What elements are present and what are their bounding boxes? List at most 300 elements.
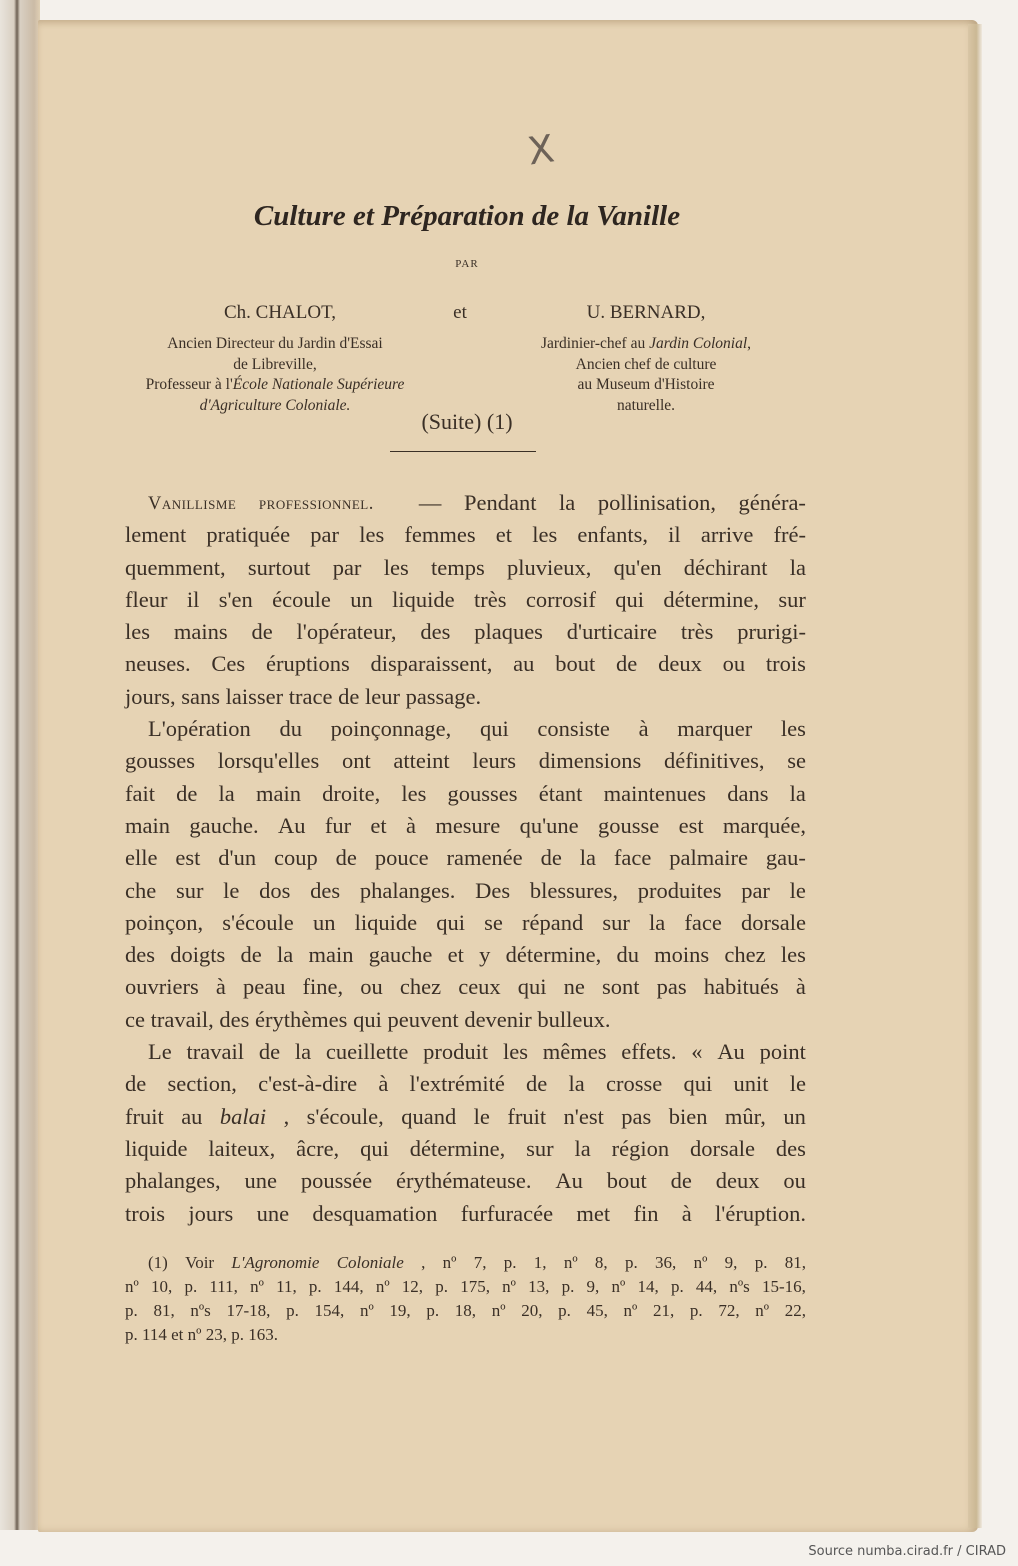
footnote_lines-line [125,1251,806,1275]
word: phalanges. [359,877,456,903]
word: au [513,651,535,677]
word: sur [526,1135,554,1161]
word: pluvieux, [507,554,592,580]
body_lines-line [125,681,806,713]
word: bout [606,1168,647,1194]
word: fait [125,780,155,806]
word: deux [715,1168,760,1194]
body_lines-line [125,648,806,680]
word: chez [724,942,766,968]
word: dans [727,780,769,806]
word: p. [125,1301,138,1320]
word: l'opérateur, [296,619,397,645]
word: des [775,1135,806,1161]
word: Au [555,1168,583,1194]
affiliation-line: naturelle. [616,396,676,414]
word: lement [125,522,187,548]
word: la [789,554,806,580]
word: — [418,490,442,515]
word: n'est [563,1103,604,1129]
word: ne [563,974,585,1000]
word: main [255,780,301,806]
word: les [125,619,150,645]
word: les [359,522,385,548]
word: ce [125,1006,151,1032]
body_lines-line [125,907,806,939]
word: 81, [784,1253,806,1272]
word: sur [175,877,204,903]
word: prurigi- [737,619,806,645]
word: le [789,877,806,903]
word: p. [624,1253,638,1272]
word: deux [658,651,702,677]
word: de [240,942,262,968]
page-edge [968,24,982,1528]
word: il [186,586,200,612]
word: et [447,942,464,968]
word: gousses [125,748,196,774]
word: chez [399,974,442,1000]
word: L'opération [148,716,251,742]
word: p. [308,1277,322,1296]
word: ou [360,974,383,1000]
word: temps [430,554,485,580]
affiliation-line: au Museum d'Histoire [577,376,715,393]
word: la [574,1135,591,1161]
word: le [223,877,240,903]
word: jours [188,1200,234,1226]
body_lines-line [125,519,806,551]
footnote_lines-line [125,1275,806,1299]
word: à [681,1200,692,1226]
word: travail, [150,1006,220,1032]
word: che [125,877,157,903]
word: très [474,586,507,612]
word: qui [436,909,465,935]
word: 7, [473,1253,487,1272]
word: âcre, [296,1135,340,1161]
affiliation-line: de Libreville, [233,355,317,373]
word: dos [259,877,291,903]
word: Coloniale [336,1253,404,1272]
word: 21, [652,1301,675,1320]
word: liquide [354,909,418,935]
word: par [741,877,770,903]
word: ramenée [446,845,523,871]
word: nº [611,1277,626,1296]
word: liquide [392,586,455,612]
source-credit: Source numba.cirad.fr / CIRAD [808,1544,1006,1559]
word: nº [693,1253,708,1272]
word: 72, [718,1301,740,1320]
word: nºs [190,1301,211,1320]
word: les [780,716,806,742]
word: travail [186,1039,245,1065]
word: 15-16, [761,1277,806,1296]
book-binding-edge [0,0,40,1530]
word: de [258,1039,281,1065]
word: qui [479,716,509,742]
word: habitués [703,974,779,1000]
word: surtout [247,554,311,580]
word: fré- [773,522,806,548]
author-2-name [496,302,796,324]
word: 36, [655,1253,677,1272]
word: 45, [586,1301,608,1320]
body_lines-line [125,842,806,874]
word: Vanillisme [148,493,237,513]
body_lines-line [125,584,806,616]
footnote_lines-line [125,1299,806,1323]
word: pratiquée [206,522,291,548]
word: 17-18, [226,1301,271,1320]
by-label: PAR [455,258,479,270]
author-name: Ch. CHALOT, [223,302,337,323]
word: et [370,812,387,838]
word: , [421,1253,426,1272]
affiliation-line: Ancien chef de culture [575,355,717,373]
word: L'Agronomie [231,1253,320,1272]
word: ouvriers [125,974,199,1000]
word: leurs [472,748,517,774]
word: nº [755,1301,770,1320]
word: le [473,1103,490,1129]
word: produit [423,1039,489,1065]
word: au [181,1103,203,1129]
word: desquamation [312,1200,438,1226]
word: 10, [150,1277,173,1296]
word: neuses. [125,651,191,677]
body_lines-line [125,875,806,907]
word: phalanges, [125,1168,221,1194]
word: nº [125,1277,139,1296]
word: marquée, [722,812,806,838]
word: la [276,942,294,968]
word: dorsale [690,1135,756,1161]
word: de [540,845,562,871]
word: mûr, [724,1103,766,1129]
word: poinçon, [125,909,204,935]
word: qui [360,1135,389,1161]
body_lines-line [125,745,806,777]
word: mêmes [542,1039,607,1065]
word: femmes [404,522,476,548]
word: et [171,1325,188,1344]
body_lines-line [125,1036,806,1068]
continuation-label: (Suite) (1) [421,409,513,434]
word: de [338,683,365,709]
word: corrosif [525,586,596,612]
body_lines-line [125,778,806,810]
word: 114 [142,1325,172,1344]
word: laisser [225,683,289,709]
word: p. [561,1277,575,1296]
word: 12, [401,1277,424,1296]
word: pouce [374,845,429,871]
word: 154, [314,1301,345,1320]
word: éruptions [265,651,350,677]
word: bien [668,1103,708,1129]
word: main [125,812,170,838]
word: nºs [729,1277,750,1296]
word: arrive [700,522,754,548]
word: nº [250,1277,264,1296]
word: dimensions [538,748,642,774]
body_lines-line [125,1165,806,1197]
word: pas [621,1103,652,1129]
word: nº [502,1277,516,1296]
word: p. [558,1301,571,1320]
word: p. [125,1325,142,1344]
word: la [789,780,806,806]
word: une [256,1200,290,1226]
word: région [611,1135,670,1161]
word: mains [173,619,228,645]
body_lines-line [125,1133,806,1165]
word: un [350,586,373,612]
word: leur [364,683,406,709]
word: du [279,716,302,742]
word: lorsqu'elles [217,748,320,774]
word: point [759,1039,806,1065]
word: doigts [170,942,226,968]
word: 13, [528,1277,550,1296]
word: définitives, [663,748,765,774]
word: par [332,554,362,580]
word: unit [733,1071,769,1097]
word: fine, [302,974,344,1000]
word: 163. [248,1325,278,1344]
word: très [680,619,714,645]
word: marquer [677,716,753,742]
word: s'écoule, [306,1103,384,1129]
word: de [670,1168,692,1194]
word: Des [475,877,511,903]
word: fleur [125,586,168,612]
word: est [678,812,704,838]
body_lines-line [125,1004,806,1036]
word: gousse [598,812,660,838]
word: gauche [368,942,433,968]
word: nº [359,1301,374,1320]
word: des [310,877,341,903]
word: produites [637,877,722,903]
word: se [484,909,503,935]
word: ou [722,651,746,677]
word: qui [683,1071,713,1097]
word: main [308,942,354,968]
word: les [383,554,409,580]
affiliation-line: Professeur à l'École Nationale Supérieure [145,376,405,393]
word: « [691,1039,703,1065]
author-1-name [130,302,430,324]
word: passage. [405,683,482,709]
word: 11, [276,1277,297,1296]
word: (1) [148,1253,168,1272]
word: Voir [185,1253,215,1272]
word: sur [602,909,630,935]
word: balai [219,1103,267,1129]
word: cueillette [325,1039,409,1065]
word: nº [491,1301,506,1320]
word: à [215,974,226,1000]
word: étant [538,780,583,806]
word: maintenues [603,780,707,806]
word: Le [148,1039,172,1065]
word: face [613,845,652,871]
body_lines-line [125,1101,806,1133]
body_lines-line [125,487,806,519]
word: quemment, [125,554,226,580]
word: à [638,716,649,742]
word: plaques [474,619,543,645]
word: crosse [606,1071,663,1097]
word: de [125,1071,147,1097]
word: par [310,522,340,548]
conjunction: et [453,302,467,323]
word: poussée [300,1168,373,1194]
author-1-affiliation [120,334,430,416]
word: la [294,1039,312,1065]
word: nº [187,1325,206,1344]
word: trois [765,651,806,677]
word: les [780,942,806,968]
word: répand [522,909,584,935]
word: palmaire [669,845,748,871]
word: p. [503,1253,517,1272]
affiliation-line: Jardinier-chef au Jardin Colonial, [540,335,752,352]
word: ont [341,748,371,774]
word: 8, [594,1253,608,1272]
word: moins [654,942,710,968]
word: devenir [464,1006,538,1032]
word: 44, [695,1277,718,1296]
word: met [576,1200,611,1226]
word: blessures, [529,877,618,903]
word: elle [125,845,158,871]
word: bout [555,651,596,677]
word: la [559,490,576,515]
word: qui [517,974,547,1000]
word: d'un [218,845,257,871]
word: p. [435,1277,448,1296]
word: laiteux, [208,1135,276,1161]
word: et [495,522,513,548]
word: du [616,942,639,968]
word: qu'une [519,812,579,838]
word: peuvent [387,1006,465,1032]
word: enfants, [577,522,648,548]
word: d'urticaire [566,619,658,645]
word: de [335,845,357,871]
body_lines-line [125,939,806,971]
word: p. [426,1301,440,1320]
word: fur [324,812,352,838]
word: un [312,909,336,935]
word: peau [242,974,286,1000]
word: poinçonnage, [330,716,452,742]
affiliation-line: d'Agriculture Coloniale. [199,396,351,414]
word: généra- [738,490,806,515]
article-body [125,487,806,1230]
word: gauche. [189,812,259,838]
word: fruit [125,1103,164,1129]
word: qui [353,1006,388,1032]
word: se [787,748,806,774]
word: p. [231,1325,249,1344]
word: ceux [458,974,501,1000]
handwritten-mark: X [525,126,557,174]
word: 9, [586,1277,600,1296]
word: érythémateuse. [395,1168,532,1194]
word: coup [274,845,318,871]
word: 23, [205,1325,232,1344]
word: 19, [389,1301,411,1320]
word: sans [181,683,226,709]
word: le [789,1071,806,1097]
word: y [479,942,491,968]
word: trois [125,1200,166,1226]
word: 14, [637,1277,659,1296]
word: détermine, [505,942,602,968]
word: mesure [435,812,501,838]
word: la [579,845,596,871]
word: fruit [507,1103,547,1129]
word: 144, [333,1277,364,1296]
word: un [783,1103,806,1129]
word: p. [184,1277,198,1296]
body_lines-line [125,1068,806,1100]
word: dorsale [741,909,806,935]
word: une [244,1168,277,1194]
word: p. [286,1301,299,1320]
word: de [526,1071,548,1097]
word: la [649,909,666,935]
word: liquide [125,1135,188,1161]
word: p. [689,1301,703,1320]
body_lines-line [125,1198,806,1230]
word: de [616,651,638,677]
word: 175, [460,1277,490,1296]
word: est [175,845,201,871]
word: effets. [621,1039,677,1065]
word: droite, [322,780,381,806]
word: qu'en [613,554,662,580]
word: fin [633,1200,659,1226]
body_lines-line [125,616,806,648]
word: la [568,1071,585,1097]
word: 81, [153,1301,175,1320]
word: nº [442,1253,457,1272]
word: Ces [211,651,246,677]
word: il [668,522,681,548]
word: sont [602,974,640,1000]
word: de [251,619,273,645]
body_lines-line [125,552,806,584]
word: de [176,780,198,806]
word: professionnel. [258,493,374,513]
word: disparaissent, [370,651,493,677]
word: nº [563,1253,578,1272]
word: des [219,1006,255,1032]
word: les [401,780,427,806]
word: atteint [393,748,450,774]
word: 1, [533,1253,547,1272]
word: s'écoule [222,909,294,935]
word: qui [615,586,645,612]
word: furfuracée [460,1200,554,1226]
footnote [125,1251,806,1347]
